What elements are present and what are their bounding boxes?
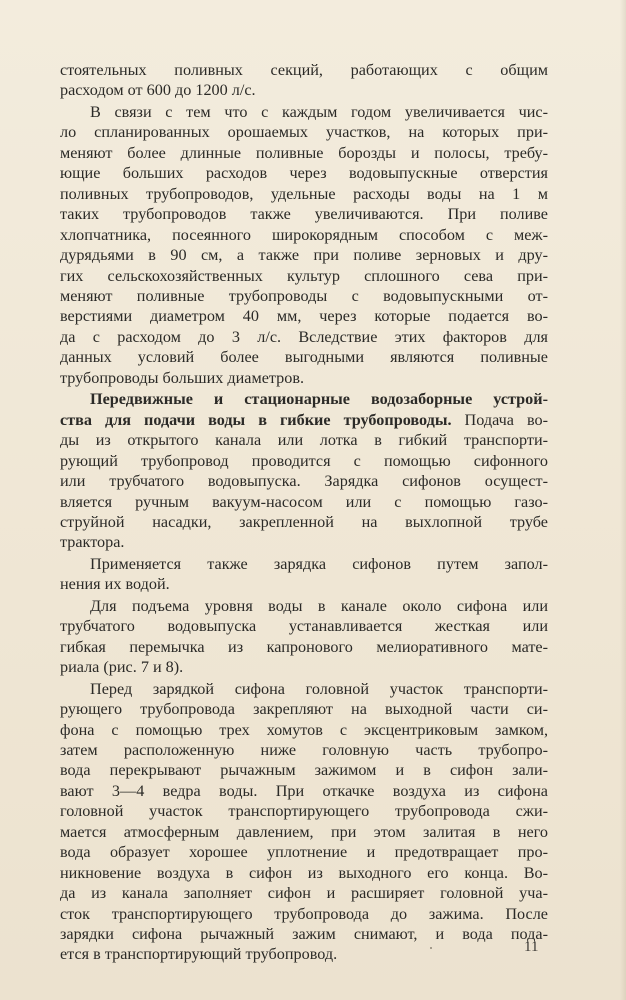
text-line: Применяется также зарядка сифонов путем запол- <box>90 554 548 573</box>
text-line: В связи с тем что с каждым годом увеличивается чис- <box>90 102 548 121</box>
text-line: ло спланированных орошаемых участков, на которых при- <box>60 123 548 142</box>
text-line: данных условий более выгодными являются поливные <box>60 348 548 367</box>
page-edge-shadow <box>620 0 626 1000</box>
text-line: верстиями диаметром 40 мм, через которые подается во- <box>60 307 548 326</box>
text-line: трактора. <box>60 533 125 552</box>
page-number: 11 <box>524 939 539 955</box>
text-line: мается атмосферным давлением, при этом залитая в него <box>60 822 548 841</box>
text-line: да из канала заполняет сифон и расширяет головной уча- <box>60 884 548 903</box>
text-line: вляется ручным вакуум-насосом или с помощью газо- <box>60 492 548 511</box>
text-line: вают 3—4 ведра воды. При откачке воздуха из сифона <box>60 781 548 800</box>
text-line: фона с помощью трех хомутов с эксцентриковым замком, <box>60 720 548 739</box>
text-line: гих сельскохозяйственных культур сплошного сева при- <box>60 266 548 285</box>
text-line: вода образует хорошее уплотнение и предотвращает про- <box>60 843 548 862</box>
text-line: стоятельных поливных секций, работающих с общим <box>60 61 548 79</box>
text-line <box>60 410 548 430</box>
text-line: меняют более длинные поливные борозды и полосы, требу- <box>60 143 548 162</box>
text-line: трубчатого водовыпуска устанавливается жесткая или <box>60 617 548 636</box>
text-line: сток транспортирующего трубопровода до зажима. После <box>60 904 548 923</box>
text-line: да с расходом до 3 л/с. Вследствие этих факторов для <box>60 327 548 346</box>
text-line: Перед зарядкой сифона головной участок транспорти- <box>90 679 548 698</box>
text-line: таких трубопроводов также увеличиваются. При поливе <box>60 205 548 224</box>
text-line: ды из открытого канала или лотка в гибкий транспорти- <box>60 431 548 450</box>
text-line: дурядьями в 90 см, а также при поливе зерновых и дру- <box>60 246 548 265</box>
paragraph-6 <box>60 679 548 965</box>
page-body <box>60 60 548 966</box>
text-line: ется в транспортирующий трубопровод. <box>60 945 338 964</box>
text-line: затем расположенную ниже головную часть трубопро- <box>60 740 548 759</box>
text-line: трубопроводы больших диаметров. <box>60 368 305 387</box>
text-line: гибкая перемычка из капронового мелиоративного мате- <box>60 637 548 656</box>
text-line: или трубчатого водовыпуска. Зарядка сифонов осущест- <box>60 472 548 491</box>
paragraph-5 <box>60 596 548 678</box>
text-line: рующий трубопровод проводится с помощью сифонного <box>60 451 548 470</box>
section-heading-line: Передвижные и стационарные водозаборные устрой- <box>90 390 548 409</box>
paragraph-4 <box>60 554 548 595</box>
text-line: головной участок транспортирующего трубопровода сжи- <box>60 802 548 821</box>
text-line: струйной насадки, закрепленной на выхлопной трубе <box>60 512 548 531</box>
text-line: расходом от 600 до 1200 л/с. <box>60 81 256 100</box>
text-line: вода перекрывают рычажным зажимом и в сифон зали- <box>60 761 548 780</box>
text-line: риала (рис. 7 и 8). <box>60 658 184 677</box>
text-line: ющие больших расходов через водовыпускные отверстия <box>60 164 548 183</box>
text-line: поливных трубопроводов, удельные расходы воды на 1 м <box>60 184 548 203</box>
section-heading: ства для подачи воды в гибкие трубопроводы. <box>60 410 452 429</box>
text-line: нения их водой. <box>60 575 170 594</box>
text-line: меняют поливные трубопроводы с водовыпускными от- <box>60 286 548 305</box>
text-line: рующего трубопровода закрепляют на выходной части си- <box>60 700 548 719</box>
text-line: Для подъема уровня воды в канале около сифона или <box>90 596 548 615</box>
text-line: никновение воздуха в сифон из выходного его конца. Во- <box>60 863 548 882</box>
print-speck <box>430 947 432 949</box>
text-fragment: Подача во- <box>451 410 548 429</box>
paragraph-2 <box>60 102 548 388</box>
paragraph-1 <box>60 60 548 101</box>
paragraph-3 <box>60 389 548 553</box>
text-line: хлопчатника, посеянного широкорядным способом с меж- <box>60 225 548 244</box>
text-line: зарядки сифона рычажный зажим снимают, и вода пода- <box>60 925 548 944</box>
